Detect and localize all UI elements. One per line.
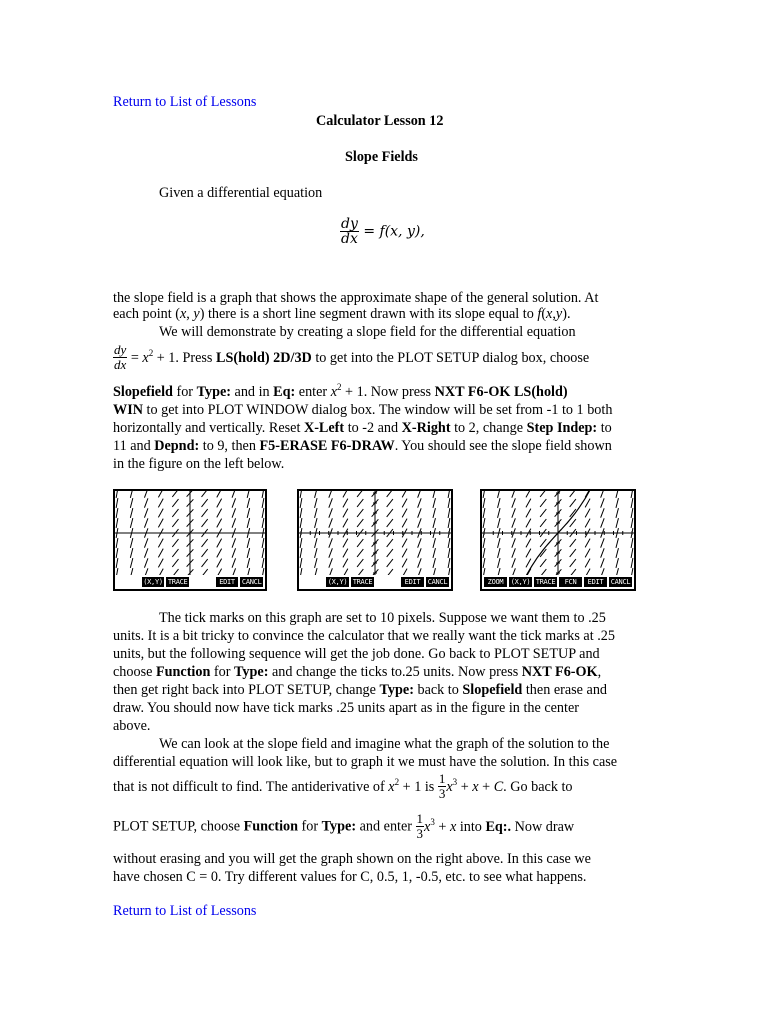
para2-line4: horizontally and vertically. Reset X-Left to -2 and X-Right to 2, change Step Indep: to xyxy=(113,420,612,436)
slope-segment xyxy=(262,518,264,528)
para2-line2: Slopefield for Type: and in Eq: enter $x^2 + 1$. Now press NXT F6-OK LS(hold) xyxy=(113,382,568,400)
slope-segment xyxy=(232,498,236,507)
dydx-fraction: $\frac{dy}{dx}$ xyxy=(114,342,127,372)
slope-segment xyxy=(262,491,264,498)
slope-segment xyxy=(387,509,393,517)
slope-segment xyxy=(202,491,208,497)
slope-segment xyxy=(616,491,619,498)
slope-segment xyxy=(483,558,485,568)
slope-segment xyxy=(116,538,118,548)
softkey[interactable]: (X,Y) xyxy=(510,578,531,586)
slope-segment xyxy=(387,499,393,507)
slope-segment xyxy=(433,538,436,548)
slope-segment xyxy=(172,499,178,507)
slope-segment xyxy=(315,518,318,528)
slope-segment xyxy=(585,569,590,575)
softkey[interactable]: EDIT xyxy=(216,577,239,587)
slope-segment xyxy=(631,491,633,498)
para2-line5: 11 and Depnd: to 9, then F5-ERASE F6-DRAW. You should see the slope field shown xyxy=(113,438,612,454)
slope-segment xyxy=(387,549,393,557)
slope-segment xyxy=(402,559,407,568)
slope-segment xyxy=(217,509,222,518)
slope-segment xyxy=(402,499,407,508)
slope-segment xyxy=(448,508,450,518)
slope-segment xyxy=(498,498,501,508)
slope-segment xyxy=(343,519,348,528)
slope-segment xyxy=(418,498,422,507)
slope-segment xyxy=(418,558,422,567)
slope-segment xyxy=(329,508,333,517)
slope-segment xyxy=(202,499,208,507)
slope-segment xyxy=(130,538,132,548)
slope-segment xyxy=(247,548,249,558)
slope-segment xyxy=(158,519,163,528)
slope-segment xyxy=(387,491,393,497)
slope-segment xyxy=(631,508,633,518)
slope-segment xyxy=(172,549,178,557)
slope-segment xyxy=(172,559,178,567)
calculator-screen-left xyxy=(113,489,267,591)
slope-segment xyxy=(217,519,222,528)
para4-line3: that is not difficult to find. The antiderivative of $x^2 + 1$ is $\frac{1}{3}$ $x^3 + x + C$. Go back to xyxy=(113,771,573,801)
slope-segment xyxy=(526,499,531,508)
para2-line3: WIN to get into PLOT WINDOW dialog box. The window will be set from -1 to 1 both xyxy=(113,402,613,418)
softkey[interactable]: CANCL xyxy=(610,578,631,586)
slope-segment xyxy=(585,539,590,548)
slope-segment xyxy=(483,518,485,528)
slope-segment xyxy=(158,499,163,508)
slope-segment xyxy=(418,518,422,527)
slope-segment xyxy=(448,548,450,558)
slope-segment xyxy=(116,518,118,528)
slope-segment xyxy=(585,519,590,528)
slope-segment xyxy=(144,508,148,517)
slope-segment xyxy=(387,569,393,575)
slope-segment xyxy=(526,539,531,548)
softkey[interactable]: (X,Y) xyxy=(327,578,348,586)
slope-segment xyxy=(540,499,546,507)
para3-line1: The tick marks on this graph are set to 10 pixels. Suppose we want them to .25 xyxy=(159,610,606,626)
para4-line4: PLOT SETUP, choose Function for Type: and enter $\frac{1}{3}$ $x^3 + x$ into Eq:. Now draw xyxy=(113,811,575,841)
softkey[interactable]: CANCL xyxy=(241,578,262,586)
slope-segment xyxy=(144,558,148,567)
slope-segment xyxy=(116,548,118,558)
slope-segment xyxy=(601,548,605,557)
slope-segment xyxy=(631,518,633,528)
slope-segment xyxy=(315,558,318,568)
slope-segment xyxy=(433,568,436,575)
slope-segment xyxy=(631,568,633,575)
slope-segment xyxy=(498,558,501,568)
slope-segment xyxy=(232,508,236,517)
slope-segment xyxy=(202,559,208,567)
slope-segment xyxy=(570,569,576,575)
slope-segment xyxy=(512,491,516,498)
slope-segment xyxy=(217,539,222,548)
slope-segment xyxy=(357,491,363,497)
slope-segment xyxy=(144,538,148,547)
softkey[interactable]: TRACE xyxy=(535,578,556,586)
slope-segment xyxy=(172,569,178,575)
intro-text: Given a differential equation xyxy=(159,185,323,201)
slope-segment xyxy=(540,491,546,497)
slope-segment xyxy=(402,539,407,548)
para3-line6: draw. You should now have tick marks .25 units apart as in the figure in the center xyxy=(113,700,579,716)
slope-segment xyxy=(172,509,178,517)
slope-segment xyxy=(247,518,249,528)
slope-segment xyxy=(570,519,576,527)
slope-segment xyxy=(570,549,576,557)
slope-segment xyxy=(130,498,132,508)
slope-segment xyxy=(570,559,576,567)
slope-segment xyxy=(329,568,333,575)
slope-segment xyxy=(512,568,516,575)
slope-segment xyxy=(540,559,546,567)
para3-line7: above. xyxy=(113,718,151,734)
para3-line5: then get right back into PLOT SETUP, change Type: back to Slopefield then erase and xyxy=(113,682,608,698)
slope-segment xyxy=(483,568,485,575)
calculator-screen-right xyxy=(480,489,636,591)
softkey[interactable]: FCN xyxy=(559,577,582,587)
slope-segment xyxy=(247,508,249,518)
slope-segment xyxy=(526,491,531,497)
slope-segment xyxy=(402,569,407,575)
slope-segment xyxy=(357,569,363,575)
slope-segment xyxy=(144,491,148,498)
slope-segment xyxy=(130,558,132,568)
para2-line1: $\frac{dy}{dx}$ = $x^2 + 1$. Press LS(hold) 2D/3D to get into the PLOT SETUP dialog box, choose xyxy=(114,342,590,372)
slope-field-plot xyxy=(115,491,265,575)
slope-segment xyxy=(526,519,531,528)
slope-segment xyxy=(217,559,222,568)
slope-segment xyxy=(526,549,531,558)
slope-segment xyxy=(448,491,450,498)
softkey[interactable]: CANCL xyxy=(427,578,448,586)
slope-segment xyxy=(512,538,516,547)
slope-segment xyxy=(498,518,501,528)
slope-segment xyxy=(158,509,163,518)
slope-segment xyxy=(144,498,148,507)
slope-segment xyxy=(202,569,208,575)
slope-segment xyxy=(247,538,249,548)
slope-segment xyxy=(616,508,619,518)
slope-segment xyxy=(315,498,318,508)
slope-segment xyxy=(418,508,422,517)
slope-segment xyxy=(315,548,318,558)
slope-segment xyxy=(483,491,485,498)
slope-segment xyxy=(232,568,236,575)
slope-segment xyxy=(262,538,264,548)
slope-segment xyxy=(158,491,163,497)
slope-segment xyxy=(343,569,348,575)
slope-segment xyxy=(498,538,501,548)
slope-segment xyxy=(483,538,485,548)
slope-segment xyxy=(616,568,619,575)
slope-segment xyxy=(262,508,264,518)
slope-segment xyxy=(262,548,264,558)
slope-segment xyxy=(387,539,393,547)
slope-segment xyxy=(158,549,163,558)
slope-segment xyxy=(329,538,333,547)
softkey[interactable]: EDIT xyxy=(584,577,607,587)
slope-segment xyxy=(217,569,222,575)
slope-segment xyxy=(300,491,302,498)
slope-segment xyxy=(247,491,249,498)
slope-segment xyxy=(217,499,222,508)
slope-segment xyxy=(498,508,501,518)
slope-segment xyxy=(526,559,531,568)
slope-segment xyxy=(601,568,605,575)
slope-segment xyxy=(116,491,118,498)
slope-segment xyxy=(202,549,208,557)
slope-segment xyxy=(616,558,619,568)
slope-segment xyxy=(418,568,422,575)
slope-segment xyxy=(343,509,348,518)
slope-segment xyxy=(130,508,132,518)
slope-segment xyxy=(172,491,178,497)
slope-segment xyxy=(300,568,302,575)
slope-segment xyxy=(130,568,132,575)
slope-segment xyxy=(631,538,633,548)
slope-segment xyxy=(144,518,148,527)
softkey[interactable]: (X,Y) xyxy=(143,578,163,586)
slope-segment xyxy=(357,559,363,567)
slope-segment xyxy=(526,509,531,518)
softkey[interactable]: EDIT xyxy=(401,577,424,587)
slope-segment xyxy=(418,548,422,557)
slope-segment xyxy=(540,539,546,547)
softkey-bar xyxy=(301,577,449,587)
slope-segment xyxy=(232,558,236,567)
slope-segment xyxy=(402,491,407,497)
slope-segment xyxy=(262,558,264,568)
slope-segment xyxy=(601,498,605,507)
slope-segment xyxy=(315,568,318,575)
slope-segment xyxy=(116,508,118,518)
slope-segment xyxy=(433,498,436,508)
slope-segment xyxy=(158,559,163,568)
slope-segment xyxy=(601,518,605,527)
slope-segment xyxy=(144,548,148,557)
slope-segment xyxy=(512,518,516,527)
slope-segment xyxy=(357,539,363,547)
slope-segment xyxy=(130,548,132,558)
slope-segment xyxy=(512,508,516,517)
slope-segment xyxy=(448,498,450,508)
softkey[interactable] xyxy=(117,577,140,587)
slope-segment xyxy=(343,491,348,497)
slope-segment xyxy=(300,538,302,548)
slope-segment xyxy=(483,498,485,508)
slope-segment xyxy=(402,519,407,528)
slope-field-plot-ticks xyxy=(299,491,451,575)
slope-segment xyxy=(585,559,590,568)
slope-segment xyxy=(343,559,348,568)
para3-line3: units, but the following sequence will get the job done. Go back to PLOT SETUP and xyxy=(113,646,600,662)
slope-segment xyxy=(300,498,302,508)
one-third-fraction: $\frac{1}{3}$ xyxy=(416,811,424,841)
slope-segment xyxy=(232,548,236,557)
slope-segment xyxy=(631,498,633,508)
slope-segment xyxy=(601,538,605,547)
slope-segment xyxy=(300,508,302,518)
softkey[interactable] xyxy=(301,577,324,587)
lesson-title: Calculator Lesson 12 xyxy=(316,113,444,129)
slope-segment xyxy=(433,508,436,518)
main-equation xyxy=(340,217,425,246)
para4-line5: without erasing and you will get the graph shown on the right above. In this case we xyxy=(113,851,591,867)
slope-segment xyxy=(448,518,450,528)
softkey[interactable] xyxy=(191,577,214,587)
slope-segment xyxy=(631,558,633,568)
calculator-screen-center xyxy=(297,489,453,591)
slope-segment xyxy=(585,499,590,508)
slope-segment xyxy=(202,509,208,517)
slope-segment xyxy=(498,548,501,558)
slope-segment xyxy=(418,538,422,547)
slope-segment xyxy=(130,518,132,528)
slope-segment xyxy=(247,498,249,508)
softkey[interactable]: TRACE xyxy=(352,578,373,586)
return-to-lessons-link-top[interactable]: Return to List of Lessons xyxy=(113,94,257,110)
slope-segment xyxy=(616,518,619,528)
slope-segment xyxy=(483,548,485,558)
slope-segment xyxy=(540,509,546,517)
slope-segment xyxy=(343,499,348,508)
slope-segment xyxy=(631,548,633,558)
slope-segment xyxy=(418,491,422,498)
slope-segment xyxy=(402,549,407,558)
slope-segment xyxy=(329,518,333,527)
slope-segment xyxy=(540,519,546,527)
para2-line6: in the figure on the left below. xyxy=(113,456,285,472)
slope-segment xyxy=(616,498,619,508)
slope-segment xyxy=(300,518,302,528)
slope-segment xyxy=(402,509,407,518)
slope-segment xyxy=(357,509,363,517)
slope-segment xyxy=(329,558,333,567)
softkey[interactable]: TRACE xyxy=(167,578,188,586)
slope-segment xyxy=(570,491,576,497)
slope-segment xyxy=(172,539,178,547)
para4-line2: differential equation will look like, but to graph it we must have the solution. In this case xyxy=(113,754,618,770)
slope-segment xyxy=(217,549,222,558)
para3-line2: units. It is a bit tricky to convince the calculator that we really want the tick marks at .25 xyxy=(113,628,615,644)
slope-segment xyxy=(601,558,605,567)
slope-segment xyxy=(448,568,450,575)
slope-segment xyxy=(483,508,485,518)
slope-segment xyxy=(512,498,516,507)
slope-segment xyxy=(616,538,619,548)
slope-segment xyxy=(357,549,363,557)
softkey-bar xyxy=(117,577,263,587)
slope-segment xyxy=(601,508,605,517)
slope-segment xyxy=(570,499,576,507)
slope-segment xyxy=(387,519,393,527)
slope-segment xyxy=(512,548,516,557)
softkey[interactable]: ZOOM xyxy=(484,577,507,587)
slope-segment xyxy=(172,519,178,527)
softkey[interactable] xyxy=(376,577,399,587)
slope-segment xyxy=(158,539,163,548)
slope-segment xyxy=(116,568,118,575)
slope-segment xyxy=(433,491,436,498)
para3-line4: choose Function for Type: and change the ticks to.25 units. Now press NXT F6-OK, xyxy=(113,664,602,680)
slope-segment xyxy=(448,538,450,548)
slope-segment xyxy=(158,569,163,575)
slope-segment xyxy=(498,491,501,498)
return-to-lessons-link-bottom[interactable]: Return to List of Lessons xyxy=(113,903,257,919)
slope-segment xyxy=(247,558,249,568)
slope-segment xyxy=(315,491,318,498)
para1-line2: each point (x, y) there is a short line segment drawn with its slope equal to f(x,y). xyxy=(113,306,571,322)
slope-segment xyxy=(300,558,302,568)
slope-segment xyxy=(498,568,501,575)
slope-segment xyxy=(232,518,236,527)
para1-line1: the slope field is a graph that shows the approximate shape of the general solution. At xyxy=(113,290,599,306)
slope-segment xyxy=(448,558,450,568)
slope-segment xyxy=(343,549,348,558)
slope-segment xyxy=(217,491,222,497)
slope-segment xyxy=(329,498,333,507)
slope-segment xyxy=(329,491,333,498)
slope-segment xyxy=(585,509,590,518)
para4-line1: We can look at the slope field and imagine what the graph of the solution to the xyxy=(159,736,610,752)
slope-segment xyxy=(570,539,576,547)
slope-segment xyxy=(315,508,318,518)
slope-segment xyxy=(130,491,132,498)
para4-line6: have chosen C = 0. Try different values for C, 0.5, 1, -0.5, etc. to see what happens. xyxy=(113,869,587,885)
slope-segment xyxy=(300,548,302,558)
equation-rhs: = f(x, y), xyxy=(363,223,425,240)
slope-segment xyxy=(433,558,436,568)
slope-segment xyxy=(247,568,249,575)
softkey-bar xyxy=(484,577,632,587)
slope-field-plot-with-solution xyxy=(482,491,634,575)
slope-segment xyxy=(262,498,264,508)
equation-fraction: $\frac{dy}{dx}$ xyxy=(341,216,358,247)
slope-segment xyxy=(262,568,264,575)
slope-segment xyxy=(232,538,236,547)
slope-segment xyxy=(387,559,393,567)
slope-segment xyxy=(202,519,208,527)
one-third-fraction: $\frac{1}{3}$ xyxy=(438,771,446,801)
slope-segment xyxy=(202,539,208,547)
lesson-subtitle: Slope Fields xyxy=(345,149,418,165)
slope-segment xyxy=(433,548,436,558)
slope-segment xyxy=(232,491,236,498)
slope-segment xyxy=(357,499,363,507)
slope-segment xyxy=(616,548,619,558)
slope-segment xyxy=(343,539,348,548)
slope-segment xyxy=(116,558,118,568)
slope-segment xyxy=(329,548,333,557)
slope-segment xyxy=(315,538,318,548)
slope-segment xyxy=(116,498,118,508)
slope-segment xyxy=(433,518,436,528)
slope-segment xyxy=(585,549,590,558)
slope-segment xyxy=(512,558,516,567)
slope-segment xyxy=(144,568,148,575)
para1-line3: We will demonstrate by creating a slope field for the differential equation xyxy=(159,324,576,340)
slope-segment xyxy=(601,491,605,498)
slope-segment xyxy=(540,569,546,575)
slope-segment xyxy=(357,519,363,527)
